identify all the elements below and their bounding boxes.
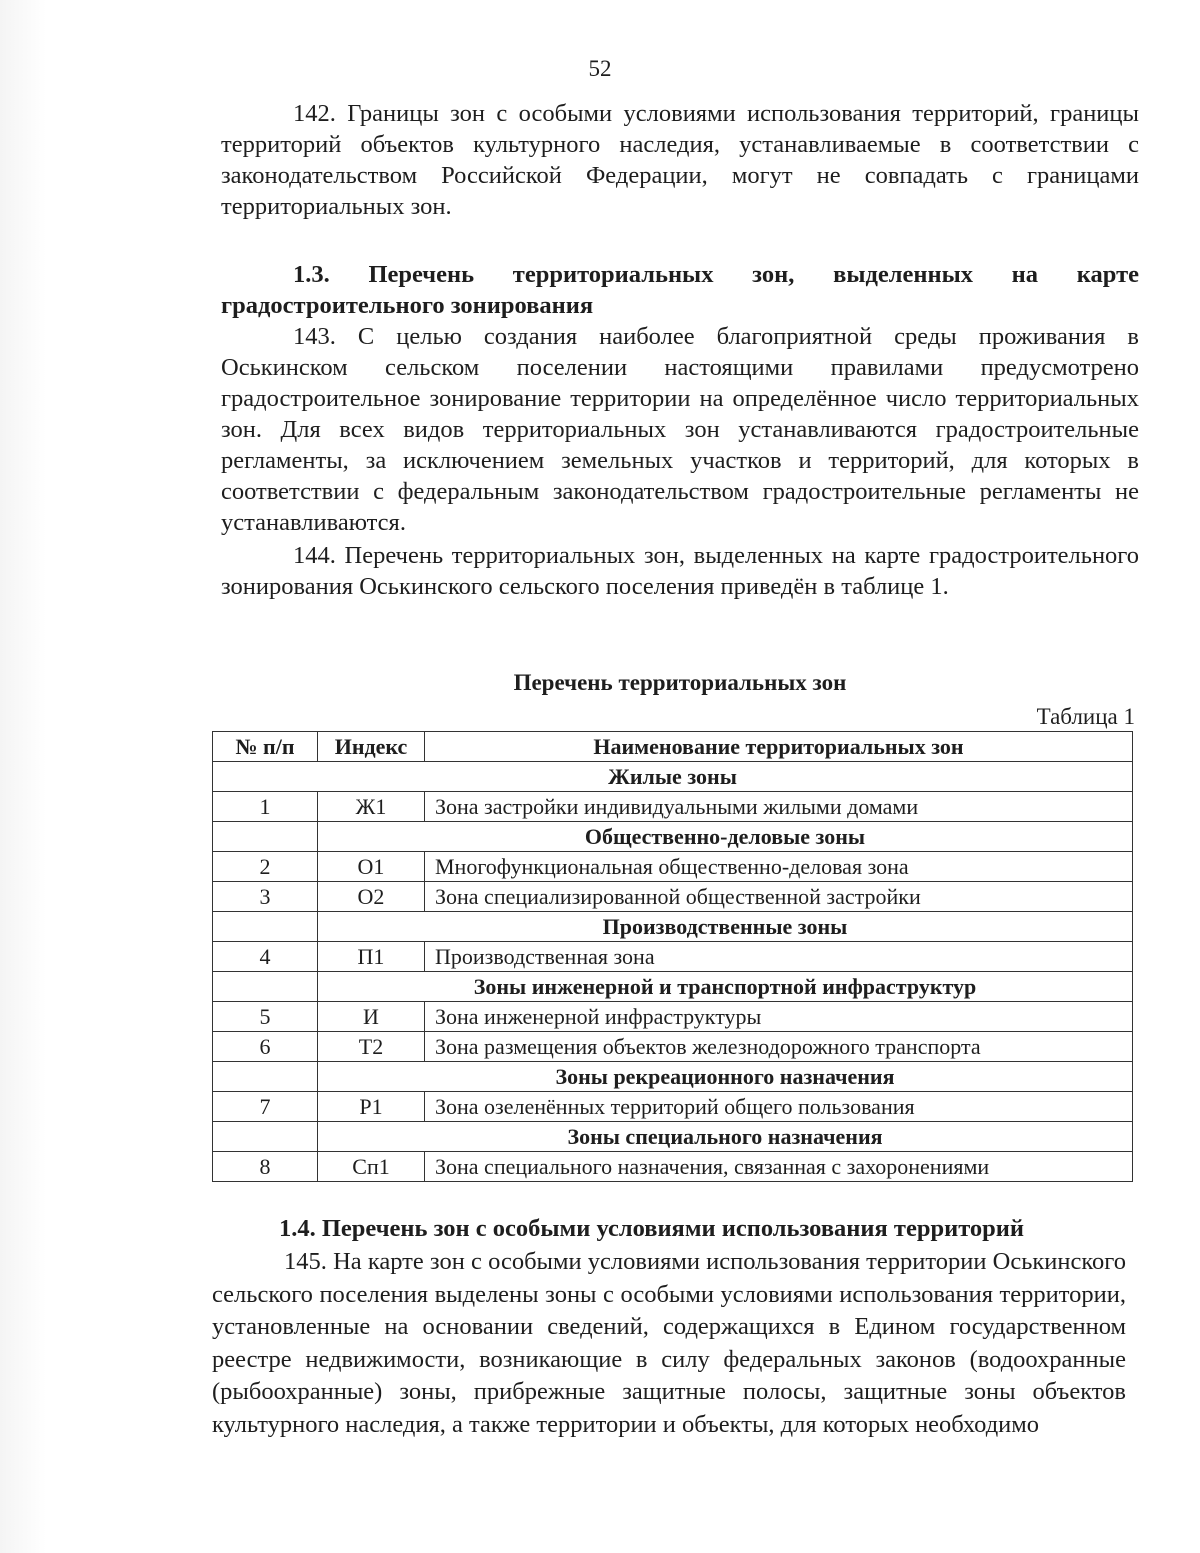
section-heading-1-4: 1.4. Перечень зон с особыми условиями использования территорий — [279, 1215, 1025, 1242]
cell-no: 4 — [213, 942, 318, 972]
cell-no: 3 — [213, 882, 318, 912]
group-spacer — [213, 1122, 318, 1152]
cell-index: О1 — [318, 852, 425, 882]
group-row — [213, 822, 1133, 852]
scan-edge — [0, 0, 46, 1553]
group-spacer — [213, 822, 318, 852]
cell-index: П1 — [318, 942, 425, 972]
table-row — [213, 1032, 1133, 1062]
cell-name: Зона озеленённых территорий общего пользования — [425, 1092, 1133, 1122]
group-row — [213, 972, 1133, 1002]
table-row — [213, 1002, 1133, 1032]
table-row — [213, 1152, 1133, 1182]
table-row — [213, 1092, 1133, 1122]
cell-name: Зона размещения объектов железнодорожного транспорта — [425, 1032, 1133, 1062]
cell-no: 8 — [213, 1152, 318, 1182]
group-title: Общественно-деловые зоны — [318, 822, 1133, 852]
table-row — [213, 792, 1133, 822]
paragraph-145: 145. На карте зон с особыми условиями использования территории Оськинского сельского поселения выделены зоны с особыми условиями использования территории, установленные на основании сведений, содержащихся в Едином государственном реестре недвижимости, возникающие в силу федеральных законов (водоохранные (рыбоохранные) зоны, прибрежные защитные полосы, защитные зоны объектов культурного наследия, а также территории и объекты, для которых необходимо — [212, 1248, 1126, 1438]
cell-index: И — [318, 1002, 425, 1032]
cell-name: Зона застройки индивидуальными жилыми домами — [425, 792, 1133, 822]
cell-name: Производственная зона — [425, 942, 1133, 972]
group-title: Зоны рекреационного назначения — [318, 1062, 1133, 1092]
group-spacer — [213, 912, 318, 942]
table-row — [213, 852, 1133, 882]
cell-name: Многофункциональная общественно-деловая зона — [425, 852, 1133, 882]
paragraph-142: 142. Границы зон с особыми условиями использования территорий, границы территорий объектов культурного наследия, устанавливаемые в соответствии с законодательством Российской Федерации, могут не совпадать с границами территориальных зон. — [221, 100, 1139, 220]
group-title: Жилые зоны — [213, 762, 1133, 792]
group-spacer — [213, 972, 318, 1002]
cell-name: Зона специального назначения, связанная с захоронениями — [425, 1152, 1133, 1182]
group-title: Зоны специального назначения — [318, 1122, 1133, 1152]
cell-index: Р1 — [318, 1092, 425, 1122]
cell-no: 7 — [213, 1092, 318, 1122]
group-row — [213, 1062, 1133, 1092]
group-row — [213, 1122, 1133, 1152]
cell-index: Сп1 — [318, 1152, 425, 1182]
group-spacer — [213, 1062, 318, 1092]
cell-index: О2 — [318, 882, 425, 912]
cell-no: 5 — [213, 1002, 318, 1032]
group-title: Зоны инженерной и транспортной инфраструктур — [318, 972, 1133, 1002]
zones-table — [212, 731, 1133, 1182]
paragraph-143: 143. С целью создания наиболее благоприятной среды проживания в Оськинском сельском поселении настоящими правилами предусмотрено градостроительное зонирование территории на определённое число территориальных зон. Для всех видов территориальных зон устанавливаются градостроительные регламенты, за исключением земельных участков и территорий, для которых в соответствии с федеральным законодательством градостроительные регламенты не устанавливаются. — [221, 323, 1139, 536]
header-no: № п/п — [213, 732, 318, 762]
cell-no: 2 — [213, 852, 318, 882]
table-number: Таблица 1 — [1036, 704, 1135, 729]
table-header-row — [213, 732, 1133, 762]
cell-no: 1 — [213, 792, 318, 822]
cell-name: Зона инженерной инфраструктуры — [425, 1002, 1133, 1032]
section-heading-1-3: 1.3. Перечень территориальных зон, выделенных на карте градостроительного зонирования — [221, 261, 1139, 319]
page-number: 52 — [588, 56, 612, 81]
table-caption: Перечень территориальных зон — [513, 670, 847, 695]
cell-index: Ж1 — [318, 792, 425, 822]
group-title: Производственные зоны — [318, 912, 1133, 942]
header-name: Наименование территориальных зон — [425, 732, 1133, 762]
table-row — [213, 942, 1133, 972]
paragraph-144: 144. Перечень территориальных зон, выделенных на карте градостроительного зонирования Оськинского сельского поселения приведён в таблице 1. — [221, 542, 1139, 600]
cell-name: Зона специализированной общественной застройки — [425, 882, 1133, 912]
table-row — [213, 882, 1133, 912]
header-index: Индекс — [318, 732, 425, 762]
group-row — [213, 912, 1133, 942]
cell-index: Т2 — [318, 1032, 425, 1062]
group-row — [213, 762, 1133, 792]
cell-no: 6 — [213, 1032, 318, 1062]
